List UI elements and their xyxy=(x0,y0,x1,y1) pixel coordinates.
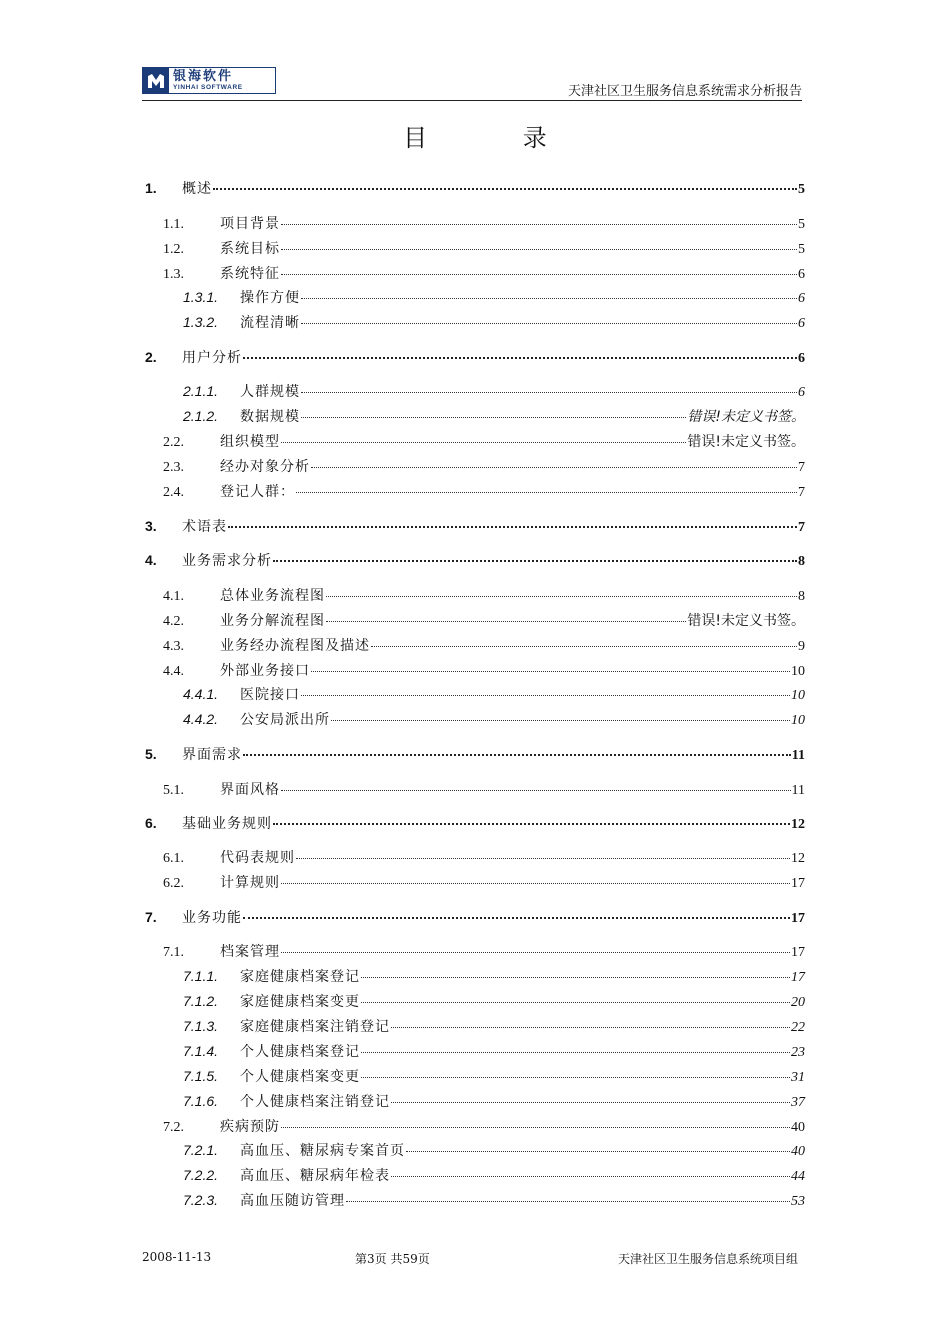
toc-entry-page: 40 xyxy=(791,1120,805,1135)
toc-entry-number: 4.4.1. xyxy=(183,686,219,702)
toc-entry[interactable] xyxy=(145,1016,805,1036)
toc-dot-leader xyxy=(243,357,797,359)
toc-entry-page: 6 xyxy=(798,316,805,331)
toc-dot-leader xyxy=(361,1002,790,1003)
toc-entry[interactable] xyxy=(145,1165,805,1185)
toc-entry-number: 2.4. xyxy=(163,485,184,500)
toc-entry-label: 系统特征 xyxy=(220,266,280,282)
toc-entry-label: 个人健康档案变更 xyxy=(240,1069,360,1085)
toc-entry-number: 7.1.5. xyxy=(183,1068,219,1084)
toc-entry-number: 7.2.3. xyxy=(183,1192,219,1208)
toc-dot-leader xyxy=(273,823,790,825)
toc-dot-leader xyxy=(361,977,790,978)
toc-dot-leader xyxy=(281,883,790,884)
toc-entry-page: 17 xyxy=(791,945,805,960)
toc-entry-label: 公安局派出所 xyxy=(240,712,330,728)
toc-entry[interactable] xyxy=(145,813,805,833)
toc-entry-page: 9 xyxy=(798,639,805,654)
toc-entry-number: 1.3.1. xyxy=(183,289,219,305)
footer-page-info: 第3页 共59页 xyxy=(355,1252,430,1266)
toc-entry-page: 11 xyxy=(791,783,805,798)
toc-entry-label: 系统目标 xyxy=(220,241,280,257)
toc-entry-page: 17 xyxy=(791,911,805,926)
toc-entry-number: 7.1.6. xyxy=(183,1093,219,1109)
toc-dot-leader xyxy=(331,720,790,721)
toc-entry[interactable] xyxy=(145,347,805,367)
toc-entry-number: 4.1. xyxy=(163,589,184,604)
toc-dot-leader xyxy=(228,526,797,528)
toc-entry-page: 5 xyxy=(798,182,805,197)
toc-dot-leader xyxy=(311,671,790,672)
toc-entry-label: 计算规则 xyxy=(220,875,280,891)
toc-entry-number: 7.2.2. xyxy=(183,1167,219,1183)
toc-entry[interactable] xyxy=(145,1041,805,1061)
toc-entry-number: 2.1.2. xyxy=(183,408,219,424)
toc-dot-leader xyxy=(301,323,797,324)
logo-chinese-text: 银海软件 xyxy=(173,68,234,84)
toc-entry-label: 代码表规则 xyxy=(220,850,295,866)
toc-dot-leader xyxy=(301,392,797,393)
toc-entry-number: 5. xyxy=(145,746,157,762)
toc-entry-page: 10 xyxy=(791,713,805,728)
toc-entry-page: 12 xyxy=(791,851,805,866)
toc-dot-leader xyxy=(346,1201,790,1202)
toc-entry[interactable] xyxy=(145,1190,805,1210)
toc-dot-leader xyxy=(281,1127,790,1128)
toc-entry[interactable] xyxy=(145,966,805,986)
toc-entry-label: 总体业务流程图 xyxy=(220,588,325,604)
toc-entry-label: 外部业务接口 xyxy=(220,663,310,679)
toc-entry[interactable] xyxy=(145,907,805,927)
toc-entry-label: 业务功能 xyxy=(182,910,242,926)
toc-entry-label: 高血压随访管理 xyxy=(240,1193,345,1209)
toc-entry-number: 6. xyxy=(145,815,157,831)
toc-entry-label: 组织模型 xyxy=(220,434,280,450)
toc-entry-page: 5 xyxy=(798,217,805,232)
toc-entry-label: 业务分解流程图 xyxy=(220,613,325,629)
toc-entry-number: 1.2. xyxy=(163,242,184,257)
toc-entry-number: 2. xyxy=(145,349,157,365)
toc-entry-label: 流程清晰 xyxy=(240,315,300,331)
toc-entry[interactable] xyxy=(145,456,805,476)
toc-entry-number: 4.4.2. xyxy=(183,711,219,727)
toc-entry-number: 1.1. xyxy=(163,217,184,232)
toc-entry-label: 高血压、糖尿病专案首页 xyxy=(240,1143,405,1159)
toc-entry-page: 23 xyxy=(791,1045,805,1060)
toc-dot-leader xyxy=(281,224,797,225)
toc-entry-number: 2.3. xyxy=(163,460,184,475)
toc-dot-leader xyxy=(281,249,797,250)
toc-entry-number: 4.3. xyxy=(163,639,184,654)
logo-mark-icon xyxy=(143,68,169,93)
toc-entry-number: 7.1.1. xyxy=(183,968,219,984)
toc-entry-label: 家庭健康档案登记 xyxy=(240,969,360,985)
toc-entry-label: 个人健康档案注销登记 xyxy=(240,1094,390,1110)
toc-entry-label: 高血压、糖尿病年检表 xyxy=(240,1168,390,1184)
toc-entry[interactable] xyxy=(145,381,805,401)
toc-entry-number: 7.1. xyxy=(163,945,184,960)
toc-entry[interactable] xyxy=(145,635,805,655)
toc-entry-number: 5.1. xyxy=(163,783,184,798)
toc-dot-leader xyxy=(406,1151,790,1152)
logo-english-text: YINHAI SOFTWARE xyxy=(173,83,243,91)
toc-entry[interactable] xyxy=(145,744,805,764)
toc-entry-label: 概述 xyxy=(182,181,212,197)
toc-entry[interactable] xyxy=(145,1066,805,1086)
toc-entry-number: 7.2. xyxy=(163,1120,184,1135)
toc-entry-label: 医院接口 xyxy=(240,687,300,703)
toc-entry-label: 业务需求分析 xyxy=(182,553,272,569)
toc-entry-label: 个人健康档案登记 xyxy=(240,1044,360,1060)
toc-dot-leader xyxy=(243,754,791,756)
toc-dot-leader xyxy=(213,188,797,190)
toc-entry-label: 项目背景 xyxy=(220,216,280,232)
toc-entry[interactable] xyxy=(145,991,805,1011)
toc-dot-leader xyxy=(301,298,797,299)
toc-entry-number: 7.1.2. xyxy=(183,993,219,1009)
toc-entry[interactable] xyxy=(145,431,805,451)
toc-dot-leader xyxy=(371,646,797,647)
toc-dot-leader xyxy=(301,417,686,418)
toc-entry-page: 7 xyxy=(798,485,805,500)
toc-entry-label: 业务经办流程图及描述 xyxy=(220,638,370,654)
toc-entry-page: 6 xyxy=(798,351,805,366)
toc-entry-page: 错误!未定义书签。 xyxy=(687,434,805,450)
toc-entry[interactable] xyxy=(145,941,805,961)
toc-entry-page: 6 xyxy=(798,385,805,400)
toc-entry-page: 37 xyxy=(791,1095,805,1110)
toc-entry[interactable] xyxy=(145,213,805,233)
toc-entry-page: 8 xyxy=(798,589,805,604)
toc-entry-number: 3. xyxy=(145,518,157,534)
toc-dot-leader xyxy=(361,1077,790,1078)
toc-entry[interactable] xyxy=(145,263,805,283)
toc-entry-page: 10 xyxy=(791,664,805,679)
toc-entry-label: 界面需求 xyxy=(182,747,242,763)
toc-entry[interactable] xyxy=(145,516,805,536)
toc-entry-number: 2.1.1. xyxy=(183,383,219,399)
toc-entry-label: 用户分析 xyxy=(182,350,242,366)
toc-entry-page: 错误!未定义书签。 xyxy=(687,409,805,425)
footer-date: 2008-11-13 xyxy=(142,1250,212,1264)
toc-entry[interactable] xyxy=(145,550,805,570)
toc-entry-page: 6 xyxy=(798,267,805,282)
toc-entry[interactable] xyxy=(145,1091,805,1111)
toc-entry[interactable] xyxy=(145,709,805,729)
toc-dot-leader xyxy=(281,790,791,791)
toc-entry[interactable] xyxy=(145,684,805,704)
toc-entry[interactable] xyxy=(145,872,805,892)
toc-dot-leader xyxy=(326,621,686,622)
toc-dot-leader xyxy=(281,442,686,443)
toc-entry-number: 6.2. xyxy=(163,876,184,891)
toc-dot-leader xyxy=(281,274,797,275)
toc-dot-leader xyxy=(301,695,790,696)
toc-entry-label: 经办对象分析 xyxy=(220,459,310,475)
toc-dot-leader xyxy=(391,1027,790,1028)
header-divider xyxy=(142,100,802,101)
toc-dot-leader xyxy=(296,492,797,493)
toc-entry-number: 1.3.2. xyxy=(183,314,219,330)
toc-entry-page: 17 xyxy=(791,970,805,985)
toc-entry-number: 4.2. xyxy=(163,614,184,629)
toc-entry[interactable] xyxy=(145,287,805,307)
toc-entry-page: 20 xyxy=(791,995,805,1010)
document-header-title: 天津社区卫生服务信息系统需求分析报告 xyxy=(567,84,802,99)
toc-entry-number: 4. xyxy=(145,552,157,568)
toc-entry-label: 界面风格 xyxy=(220,782,280,798)
toc-dot-leader xyxy=(391,1102,790,1103)
toc-entry[interactable] xyxy=(145,312,805,332)
toc-entry-page: 31 xyxy=(791,1070,805,1085)
toc-entry-label: 疾病预防 xyxy=(220,1119,280,1135)
toc-title: 目 录 xyxy=(403,124,591,152)
toc-dot-leader xyxy=(296,858,790,859)
toc-entry-label: 档案管理 xyxy=(220,944,280,960)
toc-entry-label: 操作方便 xyxy=(240,290,300,306)
toc-entry-page: 10 xyxy=(791,688,805,703)
toc-entry-page: 7 xyxy=(798,520,805,535)
toc-entry[interactable] xyxy=(145,238,805,258)
toc-entry-page: 6 xyxy=(798,291,805,306)
toc-entry-number: 7.1.4. xyxy=(183,1043,219,1059)
toc-dot-leader xyxy=(243,917,790,919)
footer-team: 天津社区卫生服务信息系统项目组 xyxy=(617,1252,798,1266)
toc-dot-leader xyxy=(391,1176,790,1177)
toc-dot-leader xyxy=(281,952,790,953)
toc-entry[interactable] xyxy=(145,779,805,799)
toc-entry-number: 1.3. xyxy=(163,267,184,282)
toc-entry-label: 术语表 xyxy=(182,519,227,535)
toc-entry-label: 家庭健康档案变更 xyxy=(240,994,360,1010)
toc-entry-label: 人群规模 xyxy=(240,384,300,400)
toc-entry-number: 2.2. xyxy=(163,435,184,450)
toc-dot-leader xyxy=(273,560,797,562)
toc-entry-page: 7 xyxy=(798,460,805,475)
toc-dot-leader xyxy=(361,1052,790,1053)
toc-entry-page: 8 xyxy=(798,554,805,569)
toc-entry-label: 家庭健康档案注销登记 xyxy=(240,1019,390,1035)
toc-entry-number: 7.2.1. xyxy=(183,1142,219,1158)
toc-entry-label: 基础业务规则 xyxy=(182,816,272,832)
toc-entry[interactable] xyxy=(145,1140,805,1160)
toc-entry[interactable] xyxy=(145,178,805,198)
toc-entry-number: 1. xyxy=(145,180,157,196)
toc-entry-page: 12 xyxy=(791,817,805,832)
toc-entry[interactable] xyxy=(145,610,805,630)
toc-entry[interactable] xyxy=(145,406,805,426)
toc-entry[interactable] xyxy=(145,1116,805,1136)
toc-entry-number: 6.1. xyxy=(163,851,184,866)
toc-entry[interactable] xyxy=(145,660,805,680)
toc-entry-page: 44 xyxy=(791,1169,805,1184)
toc-entry[interactable] xyxy=(145,585,805,605)
toc-entry[interactable] xyxy=(145,481,805,501)
toc-dot-leader xyxy=(311,467,797,468)
toc-entry-label: 登记人群： xyxy=(220,484,295,500)
toc-entry-label: 数据规模 xyxy=(240,409,300,425)
toc-entry-number: 7. xyxy=(145,909,157,925)
toc-dot-leader xyxy=(326,596,797,597)
toc-entry-page: 40 xyxy=(791,1144,805,1159)
toc-entry-page: 11 xyxy=(791,748,805,763)
toc-entry[interactable] xyxy=(145,847,805,867)
toc-entry-page: 17 xyxy=(791,876,805,891)
toc-entry-number: 4.4. xyxy=(163,664,184,679)
company-logo xyxy=(142,67,276,94)
toc-entry-page: 53 xyxy=(791,1194,805,1209)
toc-entry-page: 错误!未定义书签。 xyxy=(687,613,805,629)
toc-entry-number: 7.1.3. xyxy=(183,1018,219,1034)
toc-entry-page: 5 xyxy=(798,242,805,257)
toc-entry-page: 22 xyxy=(791,1020,805,1035)
